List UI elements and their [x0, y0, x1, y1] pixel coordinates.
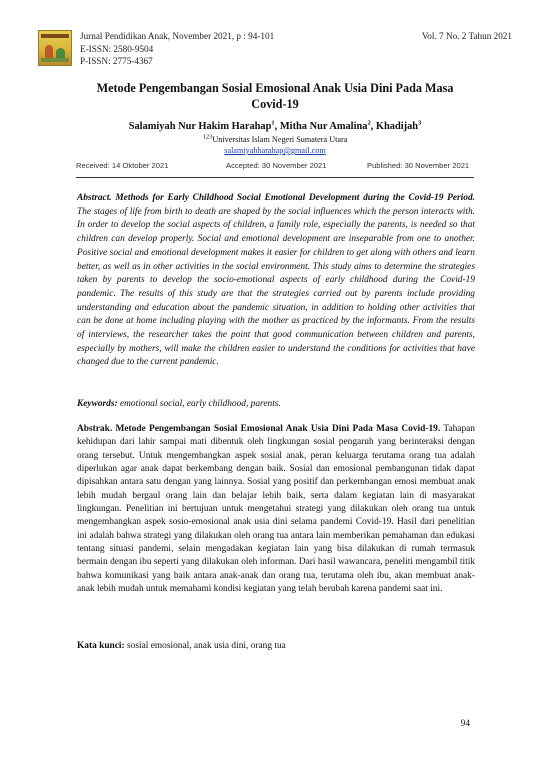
author-3-sup: 3	[418, 119, 422, 127]
author-2: Mitha Nur Amalina	[279, 121, 368, 132]
paper-title	[60, 80, 490, 112]
email-link[interactable]: salamiyahharahap@gmail.com	[224, 146, 326, 155]
keywords-id-label: Kata kunci:	[77, 641, 125, 651]
keywords-id-text: sosial emosional, anak usia dini, orang tua	[124, 641, 286, 651]
abstract-id-lead: Abstrak. Metode Pengembangan Sosial Emosional Anak Usia Dini Pada Masa Covid-19.	[77, 424, 441, 434]
journal-logo	[38, 30, 72, 66]
keywords-en-text: emotional social, early childhood, parents.	[117, 399, 281, 409]
journal-header	[38, 30, 512, 68]
keywords-indonesian	[77, 640, 475, 653]
author-email	[0, 145, 550, 156]
abstract-english	[77, 192, 475, 370]
published-date: Published: 30 November 2021	[367, 161, 470, 170]
author-separator: ,	[274, 121, 280, 132]
keywords-en-label: Keywords:	[77, 399, 118, 409]
volume-info: Vol. 7 No. 2 Tahun 2021	[421, 31, 512, 41]
pissn: P-ISSN: 2775-4367	[80, 56, 153, 66]
title-line-1: Metode Pengembangan Sosial Emosional Anak Usia Dini Pada Masa	[96, 81, 454, 95]
author-1: Salamiyah Nur Hakim Harahap	[128, 121, 272, 132]
author-3: Khadijah	[375, 121, 419, 132]
received-date: Received: 14 Oktober 2021	[76, 161, 169, 170]
eissn: E-ISSN: 2580-9504	[80, 43, 154, 54]
affiliation-text: Universitas Islam Negeri Sumatera Utara	[212, 135, 348, 144]
affiliation-sup: 123	[202, 133, 213, 141]
abstract-en-body: The stages of life from birth to death are shaped by the social influences which the person interacts with. In order to develop the social aspects of children, a family role, especially the parents, is needed so that children can develop properly. Social and emotional development are inseparable from one to another. Positive social and emotional development makes it easier for children to get along with others and learn better, as well as in other activities in the social environment. This study aims to determine the strategies taken by parents to develop the socio-emotional aspects of early childhood during the Covid-19 pandemic. The results of this study are that the strategies carried out by parents include providing understanding and education about the pandemic situation, in addition to holding other activities that can be done at home including playing with the mother as practiced by the informants. From the results of interviews, the researcher takes the point that good communication between children and parents, especially by mothers, will make the children easier to understand the conditions for activities that have changed due to the current pandemic.	[77, 206, 475, 368]
header-divider	[76, 177, 474, 178]
journal-line: Jurnal Pendidikan Anak, November 2021, p : 94-101	[80, 31, 275, 41]
page-number: 94	[460, 719, 470, 729]
author-1-sup: 1	[271, 119, 275, 127]
title-line-2: Covid-19	[251, 97, 299, 111]
affiliation	[0, 134, 550, 145]
author-list	[0, 120, 550, 134]
abstract-indonesian	[77, 423, 475, 596]
journal-info	[80, 30, 274, 68]
keywords-english	[77, 398, 475, 411]
author-separator: ,	[370, 121, 376, 132]
abstract-en-lead: Abstract. Methods for Early Childhood Social Emotional Development during the Covid-19 Period.	[77, 193, 475, 203]
author-2-sup: 2	[367, 119, 371, 127]
accepted-date: Accepted: 30 November 2021	[226, 161, 327, 170]
submission-dates	[76, 161, 474, 175]
abstract-id-body: Tahapan kehidupan dari lahir sampai mati dibentuk oleh lingkungan sosial pengaruh yang berinteraksi dengan orang tersebut. Untuk mengembangkan aspek sosial anak, peran keluarga terutama orang tua adalah diperlukan agar anak dapat berkembang dengan baik. Sosial dan emosional pembangunan tidak dapat dipisahkan antara satu dengan yang lainnya. Sosial yang positif dan perkembangan emosi membuat anak lebih mudah bergaul orang lain dan belajar lebih baik, serta dalam kegiatan lain di masyarakat lingkungan. Penelitian ini bertujuan untuk mengetahui strategi yang dilakukan oleh orang tua untuk mengembangkan aspek sosio-emosional anak usia dini selama pandemi Covid-19. Hasil dari penelitian ini adalah bahwa strategi yang dilakukan oleh orang tua antara lain memberikan pemahaman dan edukasi tentang situasi pandemi, selain mengadakan kegiatan lain yang bisa dilakukan di rumah termasuk bermain dengan ibu seperti yang dilakukan oleh informan. Dari hasil wawancara, peneliti mengambil titik bahwa komunikasi yang baik antara anak-anak dan orang tua, terutama oleh ibu, akan membuat anak-anak lebih mudah untuk memahami kondisi kegiatan yang telah berubah karena pandemi saat ini.	[77, 424, 475, 595]
